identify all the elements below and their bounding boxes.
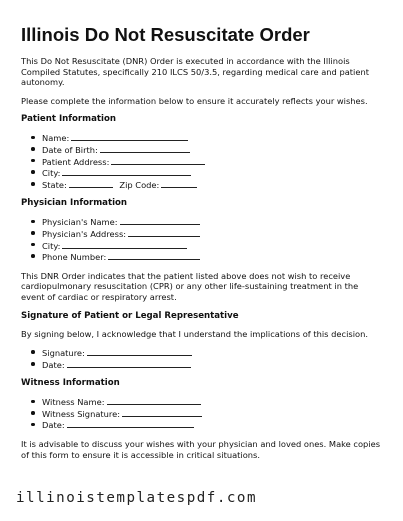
physician-address-blank[interactable] [128,228,200,237]
physician-address-label: Physician's Address: [42,228,127,239]
patient-address-label: Patient Address: [42,156,110,167]
physician-section-heading: Physician Information [21,198,128,209]
physician-name-blank[interactable] [120,216,200,225]
physician-address-field[interactable] [31,228,383,240]
patient-name-label: Name: [42,133,70,144]
dnr-document [21,24,383,468]
witness-signature-field[interactable] [31,408,383,420]
instruction-paragraph: Please complete the information below to ensure it accurately reflects your wishes. [21,95,368,106]
physician-phone-label: Phone Number: [42,252,107,263]
signature-date-field[interactable] [31,359,383,371]
closing-paragraph: It is advisable to discuss your wishes with your physician and loved ones. Make copies of this form to ensure it is accessible in critical situations. [21,439,381,460]
physician-city-field[interactable] [31,240,383,252]
footer-watermark: illinoistemplatespdf.com [16,490,257,506]
signature-date-label: Date: [42,359,65,370]
witness-name-label: Witness Name: [42,397,105,408]
signature-field[interactable] [31,347,383,359]
patient-city-blank[interactable] [62,167,191,176]
signature-fields [21,347,383,370]
intro-paragraph: This Do Not Resuscitate (DNR) Order is executed in accordance with the Illinois Compiled Statutes, specifically 210 ILCS 50/3.5, regarding medical care and patient autonomy. [21,56,369,88]
patient-dob-field[interactable] [31,144,383,156]
physician-city-blank[interactable] [62,240,187,249]
patient-name-blank[interactable] [71,132,188,141]
document-title: Illinois Do Not Resuscitate Order [21,24,310,45]
patient-dob-blank[interactable] [100,144,190,153]
physician-phone-blank[interactable] [108,251,200,260]
patient-zip-label: Zip Code: [119,179,160,190]
physician-name-label: Physician's Name: [42,217,118,228]
patient-address-field[interactable] [31,156,383,168]
signature-section-heading: Signature of Patient or Legal Representative [21,310,239,321]
witness-name-blank[interactable] [107,396,201,405]
witness-signature-blank[interactable] [122,408,202,417]
witness-date-blank[interactable] [67,419,194,428]
patient-fields [21,132,383,190]
patient-dob-label: Date of Birth: [42,144,98,155]
patient-state-blank[interactable] [69,179,113,188]
patient-address-blank[interactable] [111,156,205,165]
physician-phone-field[interactable] [31,251,383,263]
witness-name-field[interactable] [31,396,383,408]
signature-label: Signature: [42,348,85,359]
witness-date-field[interactable] [31,419,383,431]
patient-name-field[interactable] [31,132,383,144]
physician-name-field[interactable] [31,216,383,228]
witness-section-heading: Witness Information [21,378,120,389]
physician-fields [21,216,383,262]
patient-section-heading: Patient Information [21,114,116,125]
signature-date-blank[interactable] [67,359,191,368]
physician-city-label: City: [42,240,61,251]
patient-city-field[interactable] [31,167,383,179]
witness-date-label: Date: [42,420,65,431]
patient-state-label: State: [42,179,67,190]
patient-state-zip-field[interactable] [31,179,383,191]
patient-city-label: City: [42,168,61,179]
dnr-statement-paragraph: This DNR Order indicates that the patient listed above does not wish to receive cardiopulmonary resuscitation (CPR) or any other life-sustaining treatment in the event of cardiac or respiratory arrest. [21,270,359,302]
witness-signature-label: Witness Signature: [42,408,121,419]
patient-zip-blank[interactable] [161,179,197,188]
acknowledgement-paragraph: By signing below, I acknowledge that I understand the implications of this decision. [21,328,368,339]
witness-fields [21,396,383,431]
signature-blank[interactable] [87,347,192,356]
